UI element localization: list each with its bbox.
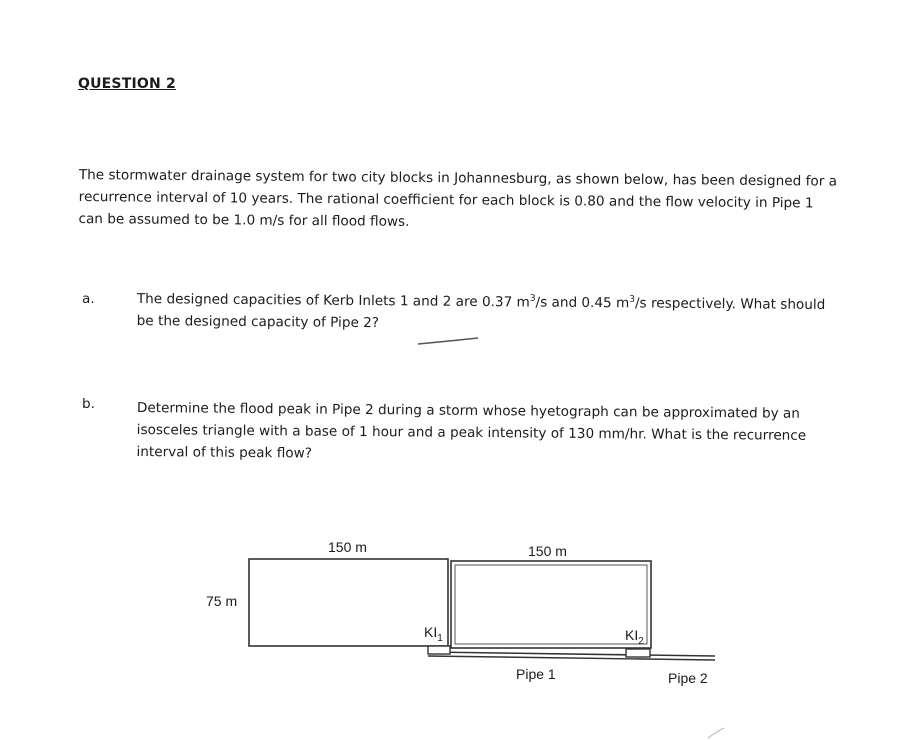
city-block-1 bbox=[249, 559, 448, 646]
item-b-letter: b. bbox=[82, 396, 95, 412]
block-depth-label: 75 m bbox=[206, 593, 238, 609]
pipe-1-label: Pipe 1 bbox=[516, 666, 556, 682]
item-a-text-part2: /s and 0.45 m bbox=[535, 294, 630, 312]
block-1-width-label: 150 m bbox=[328, 539, 367, 555]
question-intro: The stormwater drainage system for two city blocks in Johannesburg, as shown below, has been designed for a recurrence interval of 10 years. The rational coefficient for each block is 0.80 and the flow velocity in Pipe 1 can be assumed to be 1.0 m/s for all flood flows. bbox=[78, 166, 838, 230]
kerb-inlet-2-box bbox=[626, 649, 650, 657]
kerb-inlet-2-base: KI bbox=[625, 627, 639, 643]
kerb-inlet-2-sub: 2 bbox=[638, 636, 644, 647]
question-heading: QUESTION 2 bbox=[78, 76, 176, 92]
kerb-inlet-1-box bbox=[428, 646, 450, 654]
city-block-2-inner bbox=[455, 565, 647, 644]
kerb-inlet-1-label bbox=[424, 624, 443, 644]
item-a-letter: a. bbox=[82, 291, 95, 307]
kerb-inlet-1-sub: 1 bbox=[437, 633, 443, 644]
item-b-text: Determine the flood peak in Pipe 2 during a storm whose hyetograph can be approximated by an isosceles triangle with a base of 1 hour and a peak intensity of 130 mm/hr. What is the recurrence interval of this peak flow? bbox=[136, 399, 807, 462]
handwritten-underline bbox=[418, 338, 478, 344]
item-a-sup2: 3 bbox=[629, 294, 636, 305]
item-a-sup1: 3 bbox=[529, 293, 536, 304]
pencil-mark bbox=[708, 728, 724, 738]
city-block-2 bbox=[451, 561, 651, 648]
pipe-line-top bbox=[428, 652, 715, 656]
block-2-width-label: 150 m bbox=[528, 543, 567, 559]
kerb-inlet-1-base: KI bbox=[424, 624, 438, 640]
item-a-text-part3: /s respectively. What should be the designed capacity of Pipe 2? bbox=[136, 295, 826, 332]
item-a-text-part1: The designed capacities of Kerb Inlets 1 and 2 are 0.37 m bbox=[136, 290, 530, 311]
pipe-line-bottom bbox=[428, 656, 715, 660]
pipe-2-label: Pipe 2 bbox=[668, 670, 708, 686]
